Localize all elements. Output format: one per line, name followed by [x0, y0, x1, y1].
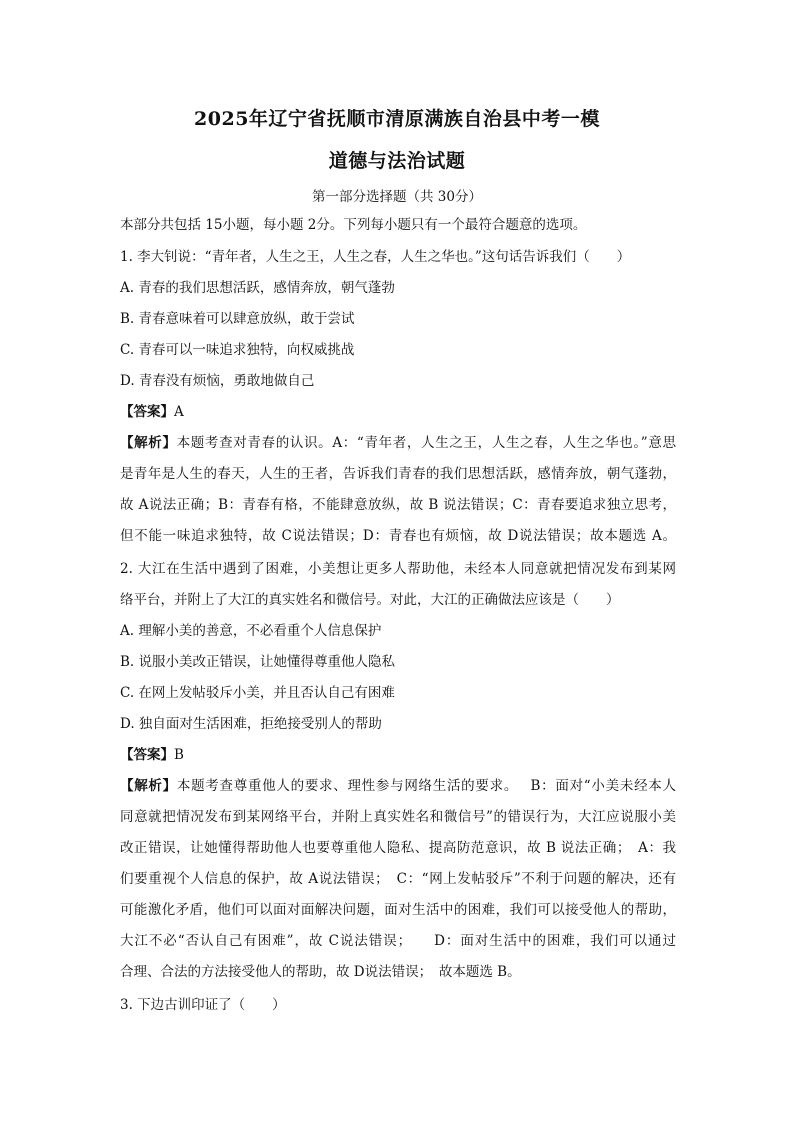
question-2-stem-line: 2. 大江在生活中遇到了困难，小美想让更多人帮助他，未经本人同意就把情况发布到某网: [120, 561, 676, 577]
question-2-analysis-line: 们要重视个人信息的保护，故 A说法错误； C：“网上发帖驳斥”不利于问题的解决，还有: [120, 871, 676, 887]
question-2-analysis-line: 可能激化矛盾，他们可以面对面解决问题，面对生活中的困难，我们可以接受他人的帮助，: [120, 902, 676, 918]
question-1-option-a: A. 青春的我们思想活跃，感情奔放，朝气蓬勃: [120, 280, 395, 296]
question-2-option-a: A. 理解小美的善意，不必看重个人信息保护: [120, 623, 382, 639]
part-heading: 第一部分选择题（共 30分）: [312, 189, 482, 205]
question-1-answer: [120, 402, 184, 422]
answer-value: B: [174, 747, 184, 763]
question-1-analysis-line: 【解析】本题考查对青春的认识。A：“青年者，人生之王，人生之春，人生之华也。”意思: [120, 435, 676, 451]
question-2-analysis-line: 大江不必“否认自己有困难”，故 C说法错误； D：面对生活中的困难，我们可以通过: [120, 933, 676, 949]
answer-value: A: [174, 404, 184, 420]
exam-subject-title: 道德与法治试题: [328, 150, 466, 172]
question-2-analysis-line: 合理、合法的方法接受他人的帮助，故 D说法错误； 故本题选 B。: [120, 964, 521, 980]
question-2-option-c: C. 在网上发帖驳斥小美，并且否认自己有困难: [120, 685, 395, 701]
question-1-analysis-line: 故 A说法正确；B：青春有格，不能肆意放纵，故 B 说法错误；C：青春要追求独立思考，: [120, 497, 676, 513]
exam-title: 2025年辽宁省抚顺市清原满族自治县中考一模: [194, 108, 600, 130]
analysis-label: 【解析】: [120, 778, 177, 794]
question-1-analysis-line: 是青年是人生的春天，人生的王者，告诉我们青春的我们思想活跃，感情奔放，朝气蓬勃，: [120, 466, 676, 482]
instructions: 本部分共包括 15小题，每小题 2分。下列每小题只有一个最符合题意的选项。: [120, 217, 587, 233]
question-2-option-b: B. 说服小美改正错误，让她懂得尊重他人隐私: [120, 654, 396, 670]
question-2-analysis-line: 【解析】本题考查尊重他人的要求、理性参与网络生活的要求。 B：面对“小美未经本人: [120, 778, 676, 794]
question-2-analysis-line: 改正错误，让她懂得帮助他人也要尊重他人隐私、提高防范意识，故 B 说法正确； A：我: [120, 840, 676, 856]
question-3-stem: 3. 下边古训印证了（ ）: [120, 997, 286, 1013]
answer-label: 【答案】: [120, 404, 174, 420]
question-1-analysis-line: 但不能一味追求独特，故 C说法错误；D：青春也有烦恼，故 D说法错误；故本题选 A。: [120, 528, 676, 544]
question-1-option-c: C. 青春可以一味追求独特，向权威挑战: [120, 342, 355, 358]
question-1-option-d: D. 青春没有烦恼，勇敢地做自己: [120, 373, 315, 389]
question-1-stem: 1. 李大钊说：“青年者，人生之王，人生之春，人生之华也。”这句话告诉我们（ ）: [120, 249, 631, 265]
analysis-label: 【解析】: [120, 435, 177, 451]
question-2-option-d: D. 独自面对生活困难，拒绝接受别人的帮助: [120, 716, 382, 732]
question-1-option-b: B. 青春意味着可以肆意放纵，敢于尝试: [120, 311, 355, 327]
question-2-analysis-line: 同意就把情况发布到某网络平台，并附上真实姓名和微信号”的错误行为，大江应说服小美: [120, 809, 676, 825]
question-2-answer: [120, 745, 184, 765]
question-2-stem-line: 络平台，并附上了大江的真实姓名和微信号。对此，大江的正确做法应该是（ ）: [120, 592, 620, 608]
answer-label: 【答案】: [120, 747, 174, 763]
